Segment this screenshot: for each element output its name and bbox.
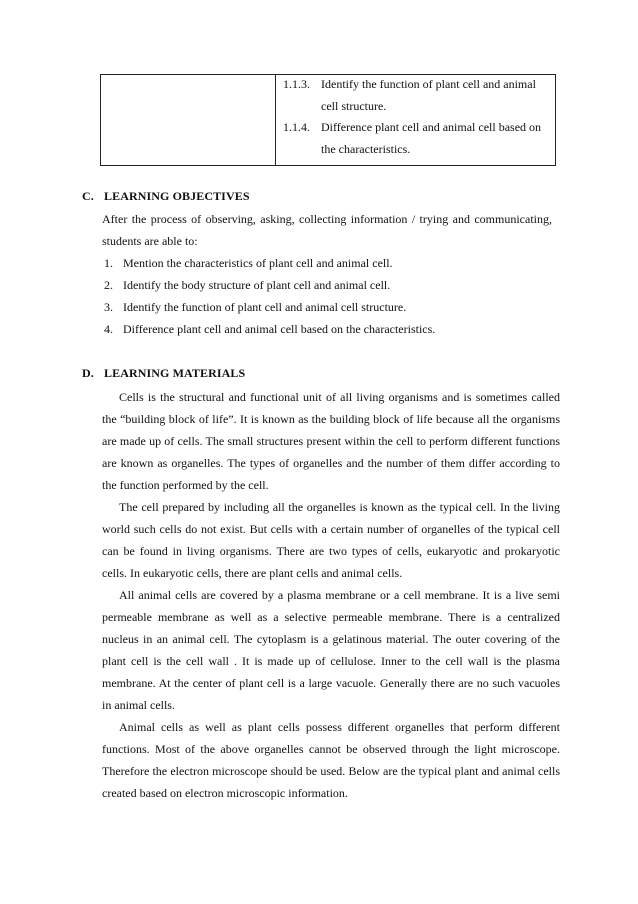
table-row: [283, 117, 555, 160]
list-text: Identify the body structure of plant cell and animal cell.: [123, 278, 391, 292]
section-d-heading: [82, 366, 245, 381]
paragraph: Animal cells as well as plant cells possess different organelles that perform different functions. Most of the above organelles cannot be observed through the light microscope. Therefore the electron microscope should be used. Below are the typical plant and animal cells created based on electron microscopic information.: [102, 720, 560, 800]
item-number: 1.1.4.: [283, 120, 310, 134]
item-number: 1.1.3.: [283, 77, 310, 91]
list-item: [104, 252, 544, 274]
table-objectives-cell: [276, 75, 555, 165]
section-c-intro: After the process of observing, asking, collecting information / trying and communicating, students are able to:: [102, 212, 552, 248]
objectives-list: [104, 252, 544, 340]
item-text: Identify the function of plant cell and animal cell structure.: [321, 77, 536, 113]
paragraph: All animal cells are covered by a plasma membrane or a cell membrane. It is a live semi permeable membrane as well as a selective permeable membrane. There is a centralized nucleus in an animal cell. The cytoplasm is a gelatinous material. The outer covering of the plant cell is the cell wall . It is made up of cellulose. Inner to the cell wall is the plasma membrane. At the center of plant cell is a large vacuole. Generally there are no such vacuoles in animal cells.: [102, 588, 560, 712]
list-text: Difference plant cell and animal cell based on the characteristics.: [123, 322, 436, 336]
item-text: Difference plant cell and animal cell based on the characteristics.: [321, 120, 542, 156]
paragraph: The cell prepared by including all the organelles is known as the typical cell. In the living world such cells do not exist. But cells with a certain number of organelles of the typical cell can be found in living organisms. There are two types of cells, eukaryotic and prokaryotic cells. In eukaryotic cells, there are plant cells and animal cells.: [102, 500, 560, 580]
list-text: Identify the function of plant cell and animal cell structure.: [123, 300, 407, 314]
list-text: Mention the characteristics of plant cell and animal cell.: [123, 256, 393, 270]
section-title: LEARNING OBJECTIVES: [104, 189, 250, 203]
section-title: LEARNING MATERIALS: [104, 366, 246, 380]
paragraph: Cells is the structural and functional unit of all living organisms and is sometimes called the “building block of life”. It is known as the building block of life because all the organisms are made up of cells. The small structures present within the cell to perform different functions are known as organelles. The types of organelles and the number of them differ according to the function performed by the cell.: [102, 390, 560, 492]
section-letter: D.: [82, 366, 94, 380]
list-item: [104, 274, 544, 296]
list-item: [104, 318, 544, 340]
objectives-table: [100, 74, 556, 166]
list-number: 2.: [104, 278, 113, 292]
list-number: 1.: [104, 256, 113, 270]
list-item: [104, 296, 544, 318]
section-c-heading: [82, 189, 250, 204]
list-number: 3.: [104, 300, 113, 314]
list-number: 4.: [104, 322, 113, 336]
section-letter: C.: [82, 189, 94, 203]
table-row: [283, 74, 555, 117]
table-empty-cell: [101, 75, 276, 165]
